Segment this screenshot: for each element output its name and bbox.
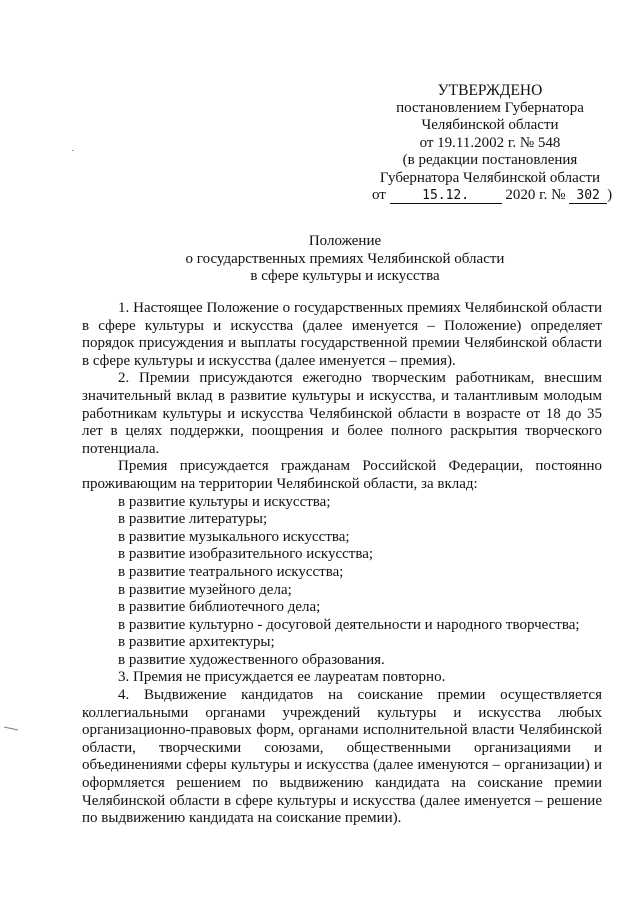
heading-line-3: в сфере культуры и искусства — [250, 268, 440, 284]
list-item: в развитие культурно - досуговой деятельности и народного творчества; — [118, 616, 580, 633]
approval-edition-line — [372, 187, 613, 205]
approval-stamp-block — [372, 82, 613, 205]
approval-title: УТВЕРЖДЕНО — [437, 82, 543, 99]
list-item: в развитие литературы; — [118, 511, 268, 528]
paragraph-5: 4. Выдвижение кандидатов на соискание премии осуществляется коллегиальными органами учреждений культуры и искусства любых организационно-правовых форм, органами исполнительной власти Челябинской области, творческими союзами, общественными организациями и объединениями сферы культуры и искусства (далее именуются – организации) и оформляется решением по выдвижению кандидата на соискание премии Челябинской области в сфере культуры и искусства (далее именуется – решение по выдвижению кандидата на соискание премии). — [82, 687, 602, 827]
list-item: в развитие библиотечного дела; — [118, 599, 321, 616]
approval-date-field: 15.12. — [390, 188, 502, 204]
scan-speck — [72, 150, 74, 151]
list-item: в развитие театрального искусства; — [118, 563, 344, 580]
approval-number-field: 302 — [569, 188, 607, 204]
approval-line-4: (в редакции постановления — [402, 152, 578, 168]
heading-line-2: о государственных премиях Челябинской области — [185, 250, 505, 267]
paragraph-2: 2. Премии присуждаются ежегодно творческим работникам, внесшим значительный вклад в развитие культуры и искусства, и талантливым молодым работникам культуры и искусства Челябинской области в возрасте от 18 до 35 лет в целях поддержки, поощрения и более полного раскрытия творческого потенциала. — [82, 370, 602, 457]
list-item: в развитие музыкального искусства; — [118, 528, 350, 545]
approval-line-5: Губернатора Челябинской области — [379, 169, 601, 186]
scan-margin-mark — [4, 727, 18, 731]
paragraph-1: 1. Настоящее Положение о государственных премиях Челябинской области в сфере культуры и искусства (далее именуется – Положение) определяет порядок присуждения и выплаты государственной премии Челябинской области в сфере культуры и искусства (далее именуется – премия). — [82, 300, 602, 369]
paragraph-4: 3. Премия не присуждается ее лауреатам повторно. — [118, 669, 446, 686]
list-item: в развитие изобразительного искусства; — [118, 546, 374, 563]
list-item: в развитие художественного образования. — [118, 651, 385, 668]
document-heading — [150, 233, 540, 286]
approval-line-1: постановлением Губернатора — [396, 99, 584, 116]
list-item: в развитие архитектуры; — [118, 634, 275, 651]
list-item: в развитие музейного дела; — [118, 581, 292, 598]
approval-from-label: от — [372, 187, 386, 203]
approval-year-label: 2020 г. № — [505, 187, 566, 203]
heading-title: Положение — [308, 233, 382, 249]
approval-close-paren: ) — [607, 187, 613, 203]
paragraph-3: Премия присуждается гражданам Российской Федерации, постоянно проживающим на территории Челябинской области, за вклад: — [82, 458, 602, 492]
approval-line-3: от 19.11.2002 г. № 548 — [419, 134, 561, 151]
approval-line-2: Челябинской области — [421, 117, 559, 133]
list-item: в развитие культуры и искусства; — [118, 493, 331, 510]
document-body — [82, 300, 602, 828]
